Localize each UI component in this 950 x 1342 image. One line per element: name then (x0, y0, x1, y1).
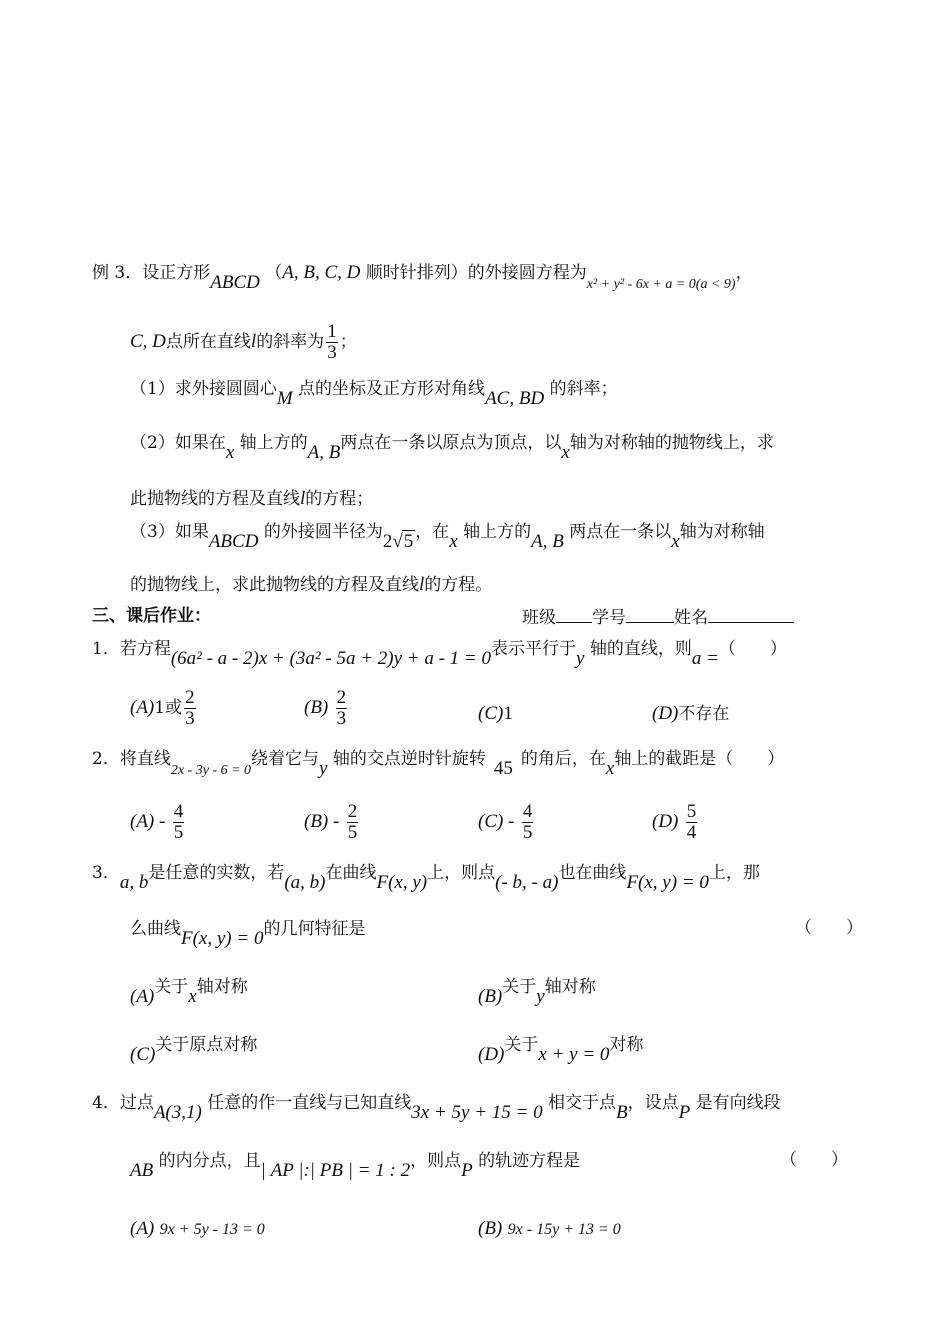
answer-paren: （ ） (718, 639, 787, 659)
example3-line1 (92, 262, 753, 293)
numerator: 4 (173, 801, 184, 822)
text: 轴对称 (196, 977, 248, 997)
example3-label: 例 3．设正方形 (92, 263, 211, 283)
q2-number: 2．将直线 (92, 749, 171, 769)
b-var: B (616, 1102, 628, 1123)
radius-radicand: 5 (403, 531, 414, 552)
radius-value: 2√5 (382, 531, 414, 552)
cd-var: C, D (130, 330, 166, 352)
option-text: 1 (503, 703, 513, 724)
m-var: M (276, 388, 293, 409)
text: 关于 (504, 1035, 539, 1055)
q2-option-a[interactable] (130, 802, 186, 843)
option-equation: 9x + 5y - 13 = 0 (159, 1221, 265, 1238)
option-text: 不存在 (678, 704, 730, 724)
ab-var: A, B (531, 531, 564, 552)
l-var: l (250, 330, 257, 352)
radius-coef: 2 (382, 531, 393, 552)
option-label: (A) (130, 696, 155, 718)
numerator: 2 (336, 687, 347, 708)
numerator: 2 (347, 801, 358, 822)
text: 轴上的截距是（ ） (614, 749, 785, 769)
text: 的抛物线上，求此抛物线的方程及直线 (130, 575, 419, 595)
text: 表示平行于 (491, 639, 576, 659)
q3-stem (92, 862, 760, 893)
q3-option-b[interactable] (478, 976, 596, 1007)
q3-option-c[interactable] (130, 1034, 258, 1065)
q3-option-d[interactable] (478, 1034, 644, 1065)
numerator: 4 (522, 801, 533, 822)
x-var: x (449, 531, 458, 552)
text: 的方程； (305, 489, 374, 509)
curve-eq: F(x, y) = 0 (181, 928, 264, 949)
denominator: 4 (686, 821, 697, 843)
text: 的内分点，且 (158, 1151, 261, 1171)
numerator: 5 (686, 801, 697, 822)
example3-part3 (130, 520, 765, 552)
diagonals-var: AC, BD (485, 388, 545, 409)
text: 轴为对称轴的抛物线上，求 (569, 433, 774, 453)
vertices-var: A, B, C, D (282, 262, 361, 283)
l-var: l (419, 574, 425, 595)
q4-stem (92, 1092, 781, 1123)
id-label: 学号 (592, 608, 626, 628)
option-fraction (686, 802, 698, 843)
l-var: l (300, 488, 306, 509)
text: 上，则点 (427, 863, 496, 883)
text: 关于原点对称 (155, 1035, 258, 1055)
q4-stem-line2 (130, 1150, 581, 1181)
text: 的角后，在 (520, 749, 606, 769)
ratio: | AP |:| PB | = 1 : 2 (260, 1160, 411, 1181)
y-var: y (536, 986, 545, 1007)
option-label: (B) (304, 696, 329, 718)
text: 是有向线段 (695, 1093, 781, 1113)
denominator: 5 (173, 821, 184, 843)
option-label: (A) (130, 1218, 155, 1239)
option-fraction (173, 802, 185, 843)
option-fraction (522, 802, 534, 843)
option-label: (A) (130, 986, 155, 1007)
text: 的几何特征是 (263, 919, 366, 939)
class-label: 班级 (522, 608, 556, 628)
example3-part2 (130, 432, 774, 463)
paren-open: （ (265, 263, 283, 283)
point-neg: (- b, - a) (495, 872, 559, 893)
text: 对称 (609, 1035, 644, 1055)
text: 轴的交点逆时针旋转 (332, 749, 486, 769)
text: 任意的作一直线与已知直线 (207, 1093, 412, 1113)
homework-heading: 三、课后作业： (92, 606, 211, 626)
option-fraction (347, 802, 359, 843)
option-label: (B) - (304, 810, 340, 832)
q1-option-c[interactable] (478, 703, 513, 726)
text: 点所在直线 (165, 331, 251, 352)
q2-option-d[interactable] (652, 802, 699, 843)
q4-line-equation: 3x + 5y + 15 = 0 (411, 1102, 543, 1123)
slope-fraction (326, 322, 338, 363)
curve-f: F(x, y) (376, 872, 428, 893)
comma: ， (735, 263, 753, 283)
text: 点的坐标及正方形对角线 (298, 379, 486, 399)
text: 轴为对称轴 (679, 522, 765, 542)
q2-option-c[interactable] (478, 802, 535, 843)
q2-line-equation: 2x - 3y - 6 = 0 (170, 763, 252, 778)
y-var: y (576, 648, 585, 669)
text: （3）如果 (130, 522, 209, 542)
semicolon: ； (339, 331, 357, 352)
text: （1）求外接圆圆心 (130, 379, 277, 399)
answer-paren: （ ） (780, 1150, 848, 1170)
answer-paren: （ ） (795, 918, 863, 938)
denominator: 3 (185, 707, 195, 729)
x-var: x (225, 442, 235, 463)
option-text: 1或 (154, 697, 183, 718)
q1-option-b[interactable] (304, 688, 349, 729)
text: 是任意的实数，若 (148, 863, 285, 883)
text: 上，那 (708, 863, 760, 883)
denominator: 3 (327, 341, 337, 363)
option-label: (D) (652, 810, 679, 832)
text: 的斜率为 (256, 331, 325, 352)
q2-option-b[interactable] (304, 802, 360, 843)
q3-number: 3． (92, 863, 120, 883)
option-equation: 9x - 15y + 13 = 0 (507, 1221, 621, 1238)
name-label: 姓名 (674, 608, 708, 628)
option-label: (C) (130, 1044, 156, 1065)
text: 相交于点 (548, 1093, 616, 1113)
q1-option-a[interactable] (130, 688, 198, 729)
q1-equation: (6a² - a - 2)x + (3a² - 5a + 2)y + a - 1 = 0 (170, 648, 491, 669)
q1-number: 1．若方程 (92, 639, 171, 659)
circle-equation: x² + y² - 6x + a = 0(a < 9) (586, 277, 736, 292)
q3-stem-line2 (130, 918, 366, 949)
p-var: P (461, 1160, 473, 1181)
text: 的斜率； (549, 379, 618, 399)
example3-part3-line2 (130, 574, 492, 597)
q3-option-a[interactable] (130, 976, 248, 1007)
curve-eq: F(x, y) = 0 (626, 872, 709, 893)
numerator: 1 (327, 321, 337, 342)
option-label: (C) (478, 703, 504, 724)
example3-part2-line2 (130, 488, 373, 511)
option-label: (A) - (130, 810, 166, 832)
text: 轴上方的 (463, 522, 532, 542)
q4-option-b[interactable] (478, 1218, 621, 1241)
abcd-var: ABCD (210, 272, 260, 293)
text: 的方程。 (424, 575, 493, 595)
text: 关于 (502, 977, 537, 997)
example3-line2 (130, 322, 357, 363)
ab-var: AB (130, 1160, 154, 1181)
text: 轴上方的 (239, 433, 308, 453)
student-info (522, 606, 794, 628)
text: 的外接圆半径为 (263, 522, 383, 542)
text: ，设点 (627, 1093, 679, 1113)
text: 也在曲线 (558, 863, 627, 883)
y-var: y (319, 758, 328, 779)
option-label: (B) (478, 986, 503, 1007)
line-eq: x + y = 0 (538, 1044, 610, 1065)
ab-var: A, B (307, 442, 341, 463)
angle-value: 45 (493, 758, 513, 779)
text: 轴的直线，则 (589, 639, 692, 659)
option-label: (C) - (478, 810, 515, 832)
text: 轴对称 (544, 977, 596, 997)
denominator: 5 (347, 821, 358, 843)
q4-option-a[interactable] (130, 1218, 265, 1241)
text: 的轨迹方程是 (478, 1151, 581, 1171)
ab-var: a, b (119, 872, 149, 893)
name-blank[interactable] (708, 606, 794, 623)
x-var: x (561, 442, 570, 463)
homework-heading-line (92, 606, 211, 626)
option-label: (B) (478, 1218, 503, 1239)
text: 在曲线 (325, 863, 377, 883)
example3-part1 (130, 378, 618, 409)
q1-stem (92, 638, 787, 669)
text: 绕着它与 (251, 749, 320, 769)
text: ，则点 (410, 1151, 462, 1171)
text: （2）如果在 (130, 433, 226, 453)
q2-stem (92, 748, 785, 779)
class-blank[interactable] (556, 606, 592, 623)
denominator: 5 (522, 821, 533, 843)
option-label: (D) (478, 1044, 505, 1065)
x-var: x (188, 986, 197, 1007)
q4-answer-paren (780, 1150, 848, 1170)
text: 两点在一条以 (569, 522, 672, 542)
a-eq: a = (691, 648, 719, 669)
text: ，在 (415, 522, 450, 542)
q3-answer-paren (795, 918, 863, 938)
option-fraction (184, 688, 196, 729)
option-label: (D) (652, 703, 679, 724)
text: 两点在一条以原点为顶点，以 (340, 433, 562, 453)
q4-number: 4．过点 (92, 1093, 154, 1113)
p-var: P (678, 1102, 691, 1123)
q1-option-d[interactable] (652, 703, 729, 726)
text: 此抛物线的方程及直线 (130, 489, 300, 509)
denominator: 3 (336, 707, 347, 729)
order-text: 顺时针排列）的外接圆方程为 (365, 263, 587, 283)
option-fraction (336, 688, 348, 729)
x-var: x (671, 531, 680, 552)
numerator: 2 (185, 687, 195, 708)
abcd-var: ABCD (208, 531, 259, 552)
text: 关于 (154, 977, 189, 997)
point-a: A(3,1) (153, 1102, 202, 1123)
text: 么曲线 (130, 919, 181, 939)
id-blank[interactable] (626, 606, 674, 623)
point-ab: (a, b) (284, 872, 326, 893)
x-var: x (605, 758, 615, 779)
